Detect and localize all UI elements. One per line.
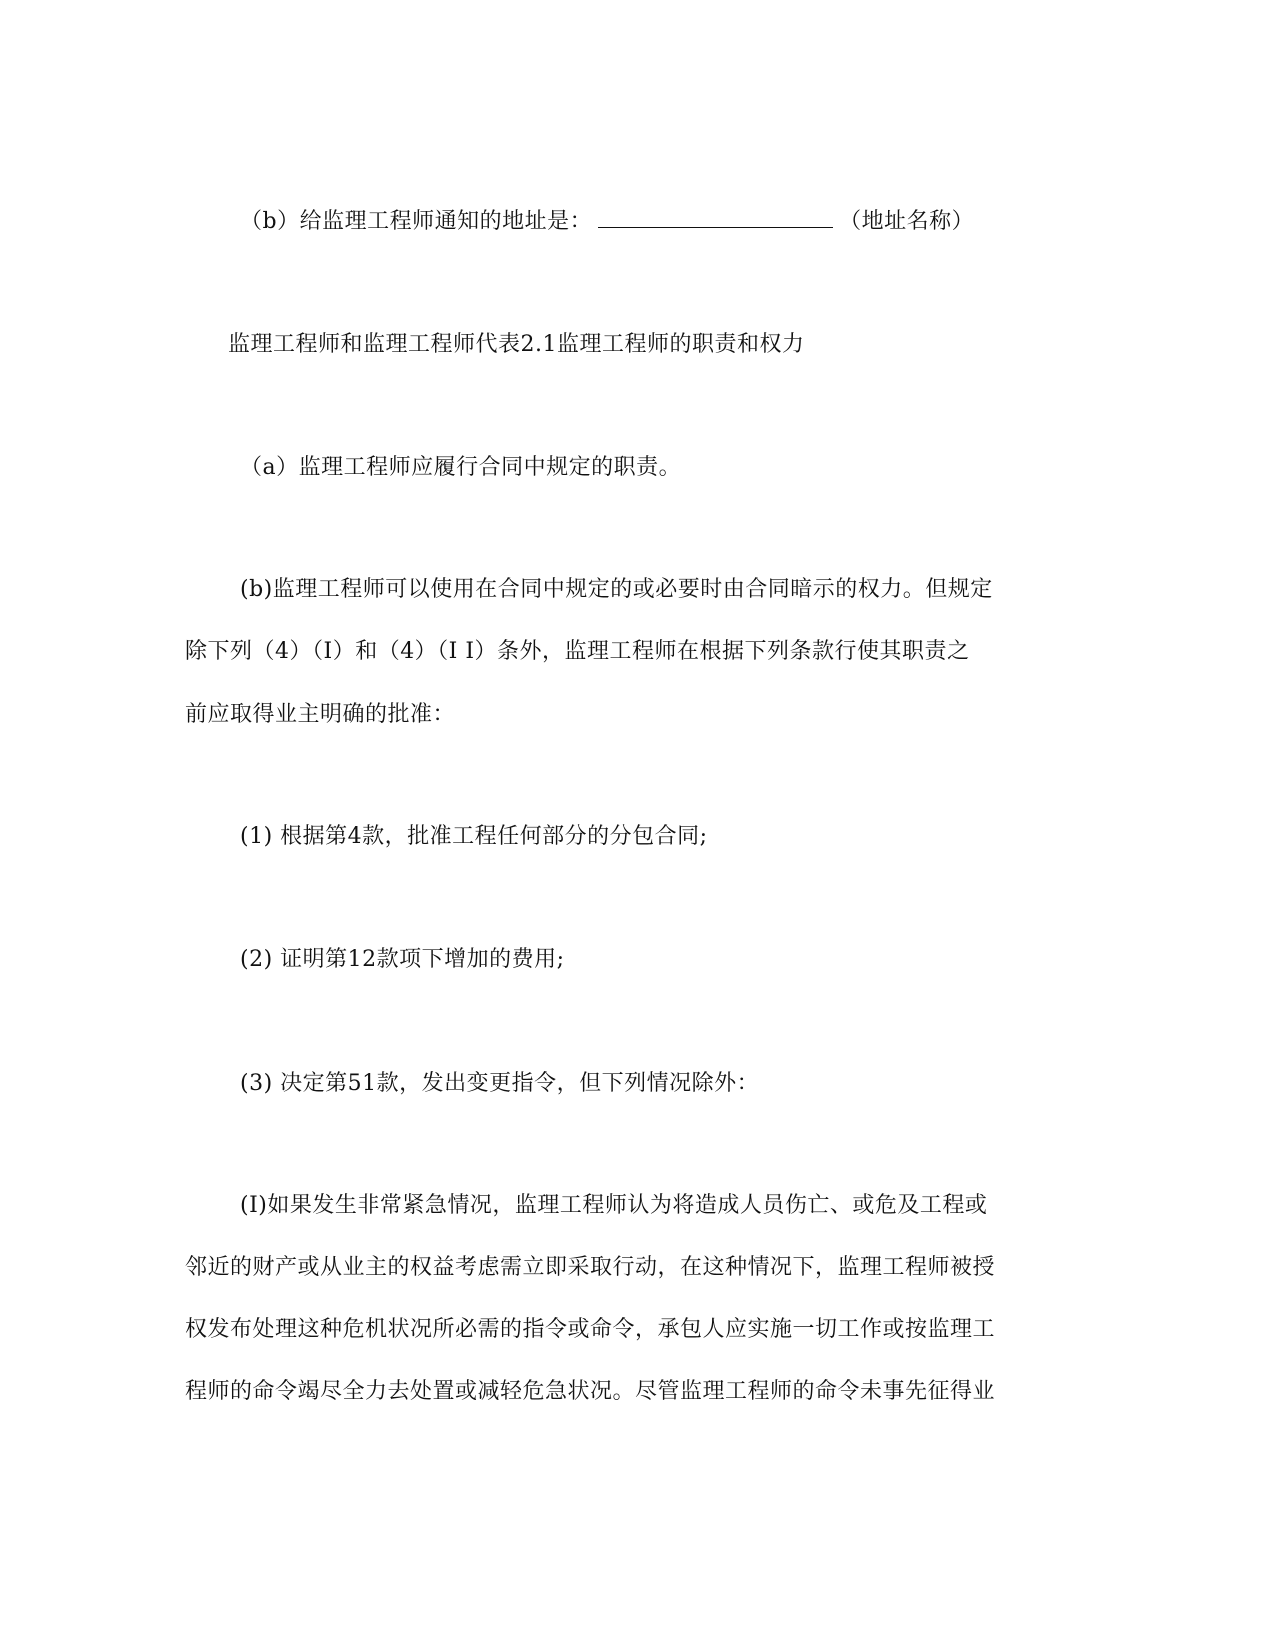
paragraph-b-line-3: 前应取得业主明确的批准： [185,702,456,727]
paragraph-b-line-2: 除下列（4）（I）和（4）（I I）条外，监理工程师在根据下列条款行使其职责之 [185,639,970,664]
sub-item-i-line-2: 邻近的财产或从业主的权益考虑需立即采取行动，在这种情况下，监理工程师被授 [185,1255,996,1280]
address-blank [598,205,833,228]
list-item-3: (3) 决定第51款，发出变更指令，但下列情况除外： [240,1071,760,1096]
paragraph-b-line-1: (b)监理工程师可以使用在合同中规定的或必要时由合同暗示的权力。但规定 [240,577,993,602]
sub-item-i-line-3: 权发布处理这种危机状况所必需的指令或命令，承包人应实施一切工作或按监理工 [185,1317,996,1342]
sub-item-i-line-4: 程师的命令竭尽全力去处置或减轻危急状况。尽管监理工程师的命令未事先征得业 [185,1379,996,1404]
address-line [240,205,974,237]
paragraph-a: （a）监理工程师应履行合同中规定的职责。 [240,455,682,480]
address-suffix: （地址名称） [839,209,975,234]
section-heading: 监理工程师和监理工程师代表2.1监理工程师的职责和权力 [228,332,805,357]
list-item-1: (1) 根据第4款，批准工程任何部分的分包合同; [240,824,708,849]
list-item-2: (2) 证明第12款项下增加的费用; [240,947,565,972]
sub-item-i-line-1: (I)如果发生非常紧急情况，监理工程师认为将造成人员伤亡、或危及工程或 [240,1193,988,1218]
address-prefix: （b）给监理工程师通知的地址是： [240,209,593,234]
